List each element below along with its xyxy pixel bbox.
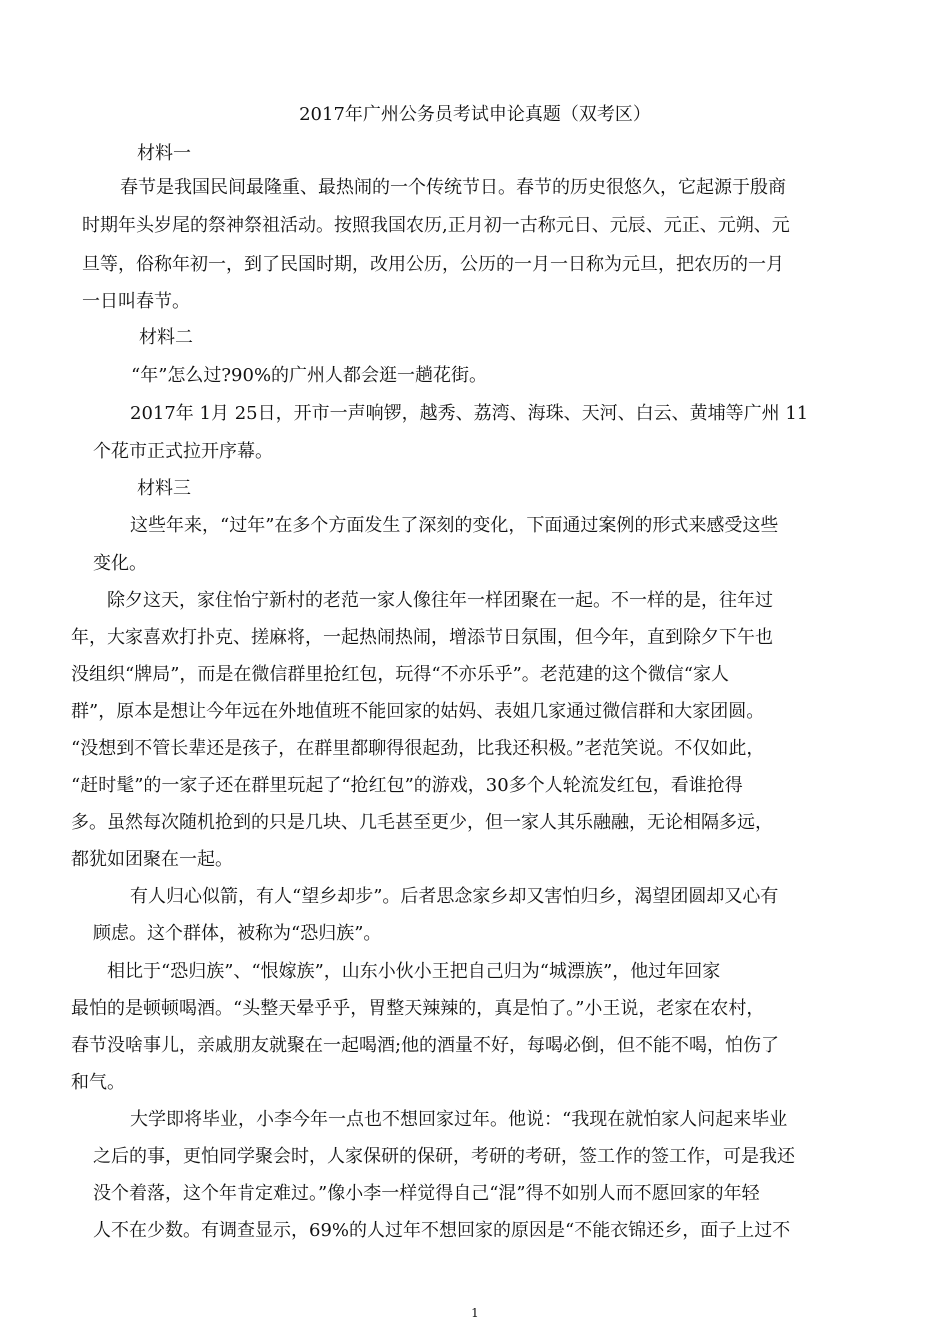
paragraph-line: 相比于“恐归族”、“恨嫁族”，山东小伙小王把自己归为“城漂族”，他过年回家 <box>107 961 721 982</box>
page-title: 2017年广州公务员考试申论真题（双考区） <box>299 104 651 125</box>
material2-heading: 材料二 <box>139 327 193 348</box>
paragraph-line: 有人归心似箭，有人“望乡却步”。后者思念家乡却又害怕归乡，渴望团圆却又心有 <box>130 886 779 907</box>
material3-heading: 材料三 <box>137 478 191 499</box>
paragraph-line: 时期年头岁尾的祭神祭祖活动。按照我国农历,正月初一古称元日、元辰、元正、元朔、元 <box>82 215 790 236</box>
paragraph-line: 人不在少数。有调查显示，69%的人过年不想回家的原因是“不能衣锦还乡，面子上过不 <box>93 1220 791 1241</box>
paragraph-line: 大学即将毕业，小李今年一点也不想回家过年。他说：“我现在就怕家人问起来毕业 <box>130 1109 788 1130</box>
paragraph-line: 春节没啥事儿，亲戚朋友就聚在一起喝酒;他的酒量不好，每喝必倒，但不能不喝，怕伤了 <box>71 1035 780 1056</box>
paragraph-line: 除夕这天，家住怡宁新村的老范一家人像往年一样团聚在一起。不一样的是，往年过 <box>107 590 773 611</box>
paragraph-line: 旦等，俗称年初一，到了民国时期，改用公历，公历的一月一日称为元旦，把农历的一月 <box>82 254 784 275</box>
page-number: 1 <box>471 1306 479 1320</box>
paragraph-line: 变化。 <box>93 553 147 574</box>
paragraph-line: 2017年 1月 25日，开市一声响锣，越秀、荔湾、海珠、天河、白云、黄埔等广州 11 <box>130 403 809 424</box>
paragraph-line: 最怕的是顿顿喝酒。“头整天晕乎乎，胃整天辣辣的，真是怕了。”小王说，老家在农村， <box>71 998 765 1019</box>
paragraph-line: 没组织“牌局”，而是在微信群里抢红包，玩得“不亦乐乎”。老范建的这个微信“家人 <box>71 664 730 685</box>
paragraph-line: “赶时髦”的一家子还在群里玩起了“抢红包”的游戏，30多个人轮流发红包，看谁抢得 <box>71 775 743 796</box>
paragraph-line: 年，大家喜欢打扑克、搓麻将，一起热闹热闹，增添节日氛围，但今年，直到除夕下午也 <box>71 627 773 648</box>
material1-heading: 材料一 <box>137 143 191 164</box>
paragraph-line: 之后的事，更怕同学聚会时，人家保研的保研，考研的考研，签工作的签工作，可是我还 <box>93 1146 795 1167</box>
paragraph-line: 和气。 <box>71 1072 125 1093</box>
paragraph-line: 没个着落，这个年肯定难过。”像小李一样觉得自己“混”得不如别人而不愿回家的年轻 <box>93 1183 760 1204</box>
paragraph-line: 顾虑。这个群体，被称为“恐归族”。 <box>93 923 382 944</box>
paragraph-line: 春节是我国民间最隆重、最热闹的一个传统节日。春节的历史很悠久，它起源于殷商 <box>120 177 786 198</box>
paragraph-line: 都犹如团聚在一起。 <box>71 849 233 870</box>
paragraph-line: “年”怎么过?90%的广州人都会逛一趟花街。 <box>131 365 488 386</box>
paragraph-line: 一日叫春节。 <box>82 291 190 312</box>
paragraph-line: 群”，原本是想让今年远在外地值班不能回家的姑妈、表姐几家通过微信群和大家团圆。 <box>71 701 765 722</box>
paragraph-line: 多。虽然每次随机抢到的只是几块、几毛甚至更少，但一家人其乐融融，无论相隔多远， <box>71 812 773 833</box>
paragraph-line: 个花市正式拉开序幕。 <box>93 441 273 462</box>
paragraph-line: 这些年来，“过年”在多个方面发生了深刻的变化，下面通过案例的形式来感受这些 <box>130 515 779 536</box>
paragraph-line: “没想到不管长辈还是孩子，在群里都聊得很起劲，比我还积极。”老范笑说。不仅如此， <box>71 738 765 759</box>
